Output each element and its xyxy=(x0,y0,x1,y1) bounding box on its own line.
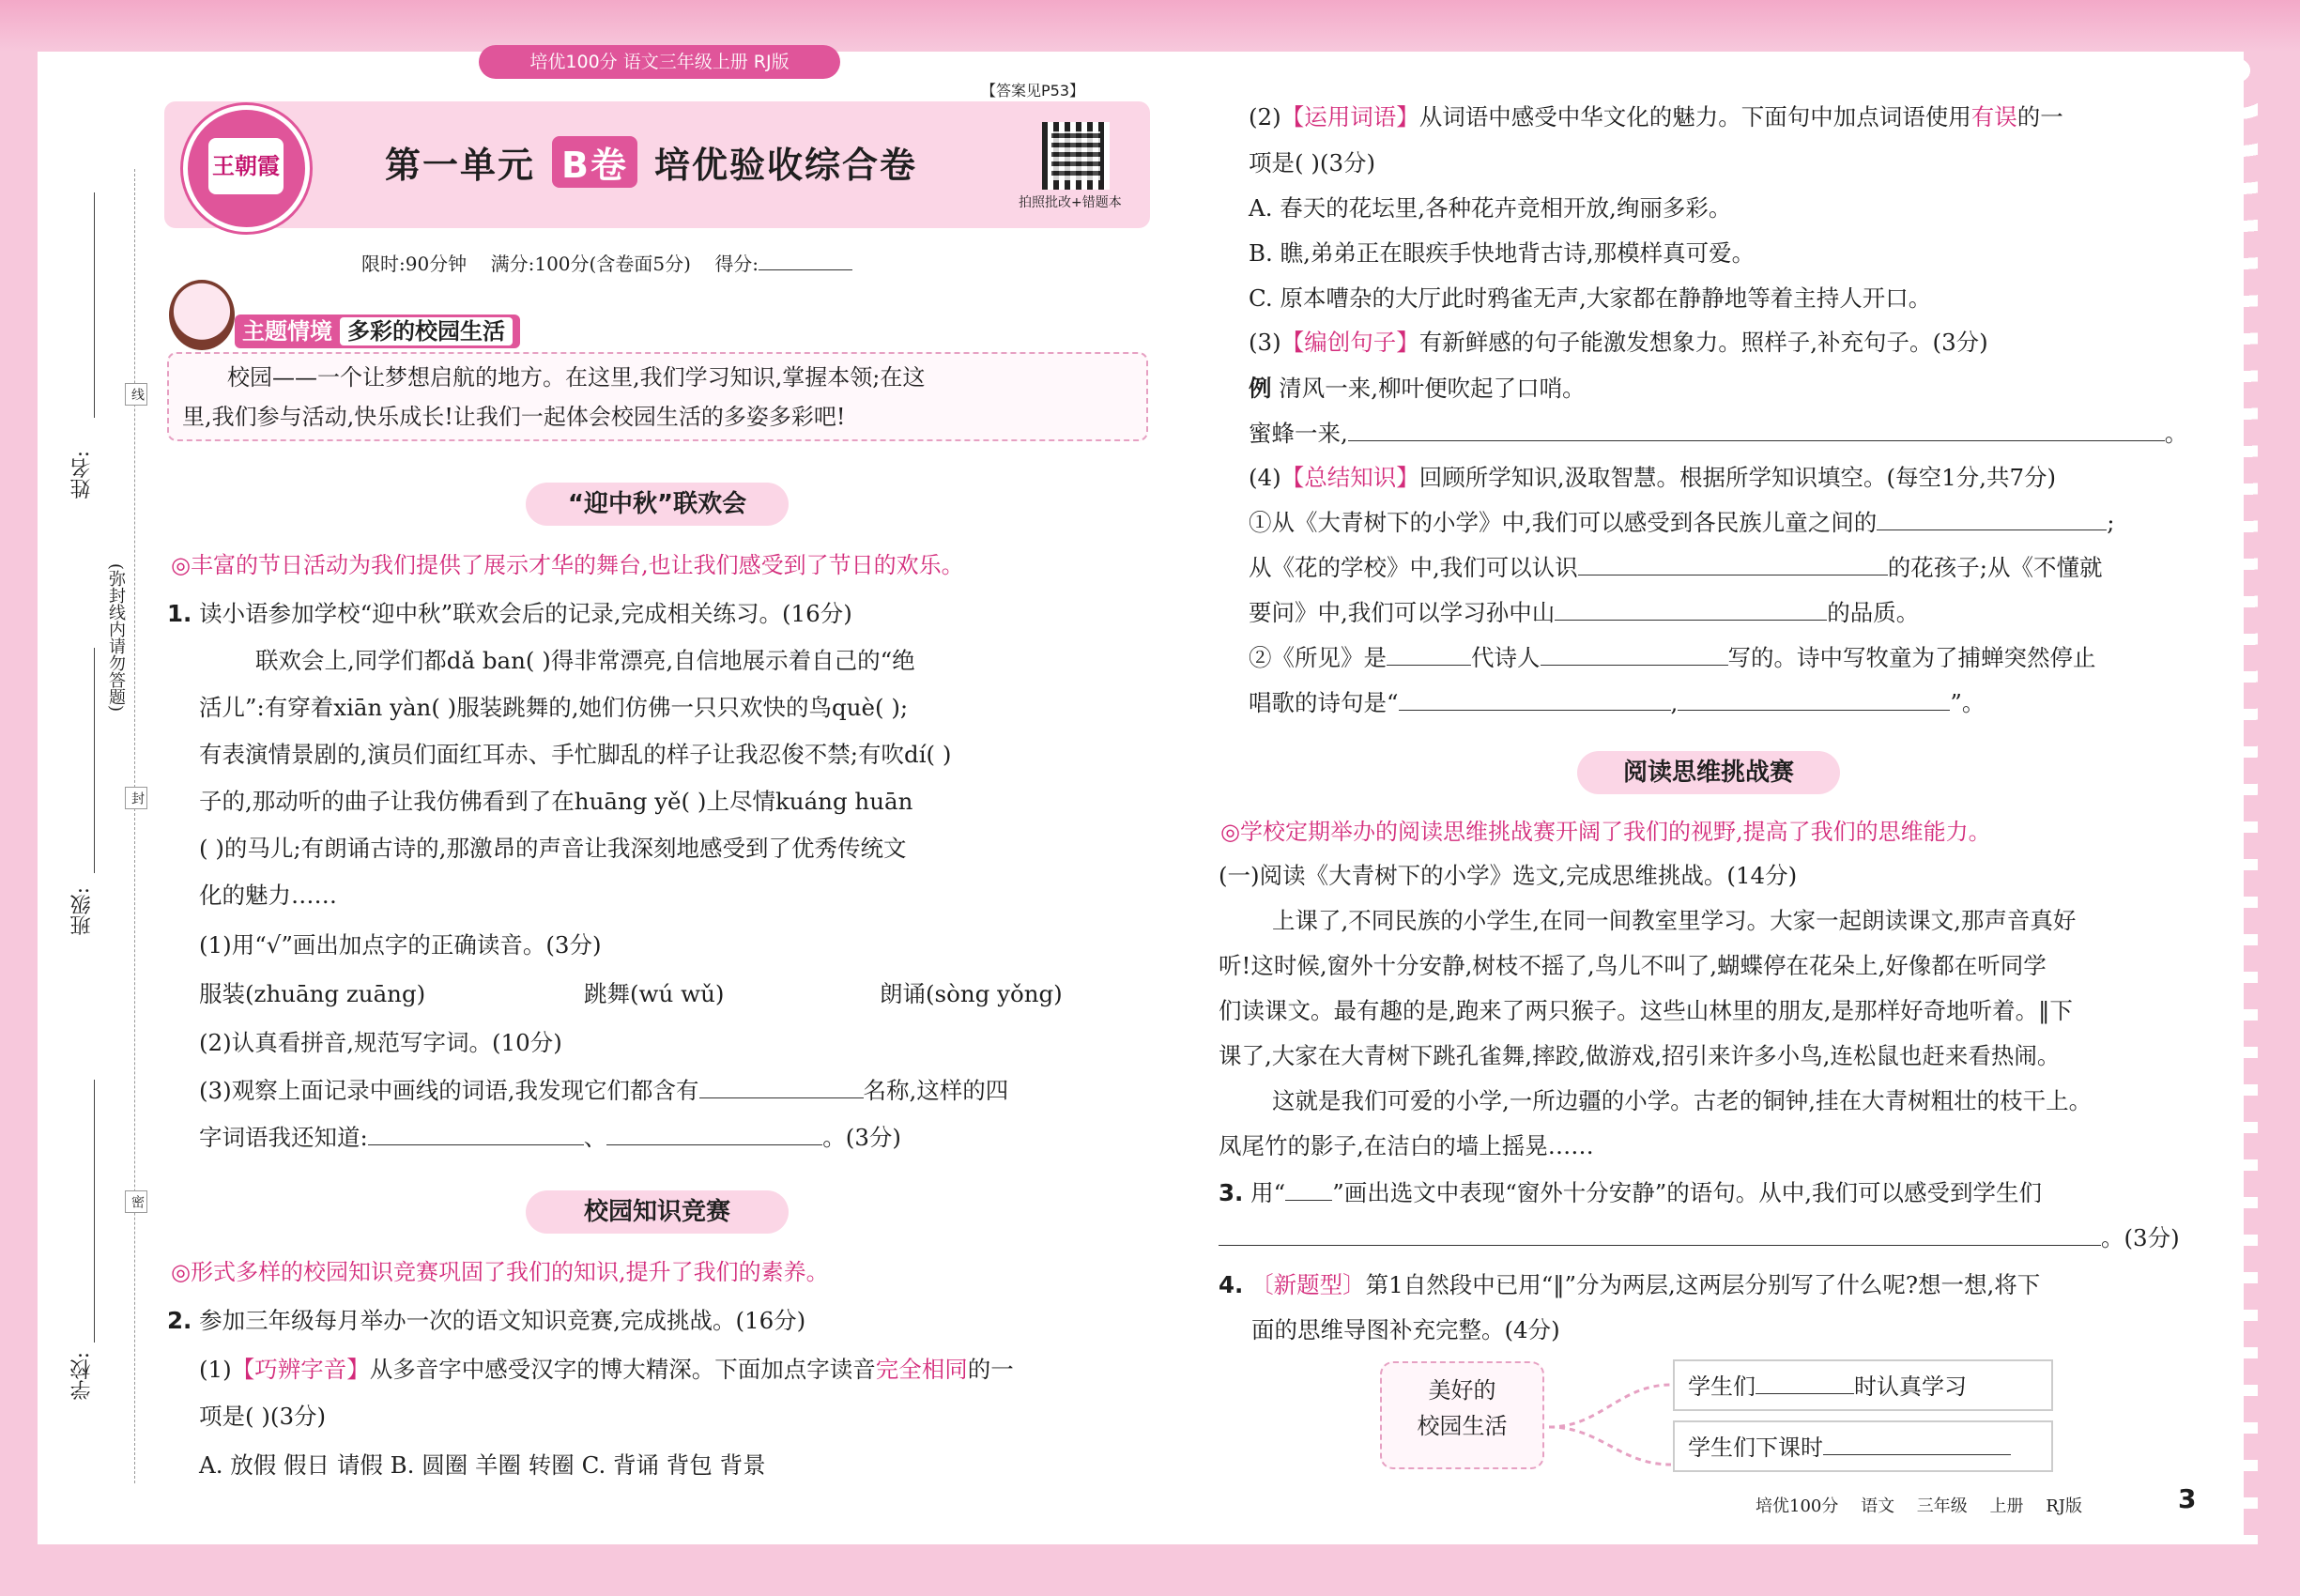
q2-sub4-l1: ①从《大青树下的小学》中,我们可以感受到各民族儿童之间的 xyxy=(1249,509,1878,536)
q2-sub4-l4a: ②《所见》是 xyxy=(1249,644,1387,671)
title-text: 培优验收综合卷 xyxy=(653,145,917,186)
q2-sub4-blank-6[interactable] xyxy=(1399,710,1671,711)
name-label: 姓名: xyxy=(70,451,94,499)
q1-para-2: 活儿”:有穿着xiān yàn( )服装跳舞的,她们仿佛一只只欢快的鸟què( ); xyxy=(199,694,909,721)
q2-sub2-pre: (2) xyxy=(1249,103,1281,130)
reading-para-4: 课了,大家在大青树下跳孔雀舞,摔跤,做游戏,招引来许多小鸟,连松鼠也赶来看热闹。 xyxy=(1219,1042,2061,1069)
example-label: 例 xyxy=(1249,375,1272,402)
exam-meta xyxy=(361,249,852,276)
intro-line-1: 校园——一个让梦想启航的地方。在这里,我们学习知识,掌握本领;在这 xyxy=(227,364,926,391)
mindmap-box-1 xyxy=(1673,1359,2053,1411)
qr-code-icon[interactable] xyxy=(1042,122,1110,190)
box1-text-b: 时认真学习 xyxy=(1854,1373,1967,1400)
q1-sub1: (1)用“√”画出加点字的正确读音。(3分) xyxy=(199,931,602,959)
q2-sub4-pre: (4) xyxy=(1249,464,1281,491)
q2-sub3-line xyxy=(1249,325,1988,358)
series-tab: 培优100分 语文三年级上册 RJ版 xyxy=(479,45,840,79)
q2-sub1-line-1 xyxy=(199,1352,1014,1385)
q1-sub1-option-c[interactable]: 朗诵(sòng yǒng) xyxy=(880,980,1063,1007)
q2-sub1-options[interactable]: A. 放假 假日 请假 B. 圆圈 羊圈 转圈 C. 背诵 背包 背景 xyxy=(199,1451,766,1479)
q1-para-5: ( )的马儿;有朗诵古诗的,那激昂的声音让我深刻地感受到了优秀传统文 xyxy=(199,835,907,862)
example-text: 清风一来,柳叶便吹起了口哨。 xyxy=(1279,375,1586,402)
q1-sub3-line-1 xyxy=(199,1073,1008,1106)
section-title-reading: 阅读思维挑战赛 xyxy=(1577,751,1840,794)
qr-caption: 拍照批改+错题本 xyxy=(1019,195,1122,210)
q2-sub3-example xyxy=(1249,371,1586,404)
q2-sub3-answer-line xyxy=(1249,416,2187,449)
time-limit: 限时:90分钟 xyxy=(361,253,468,275)
q1-sub3-line-2 xyxy=(199,1120,901,1153)
q3-line-1 xyxy=(1219,1175,2042,1208)
q2-sub4-tag: 【总结知识】 xyxy=(1280,464,1419,491)
q1-stem-text: 读小语参加学校“迎中秋”联欢会后的记录,完成相关练习。(16分) xyxy=(199,600,852,627)
q2-sub2-option-a[interactable]: A. 春天的花坛里,各种花卉竞相开放,绚丽多彩。 xyxy=(1249,194,1732,222)
q2-sub1-tag: 【巧辨字音】 xyxy=(231,1356,370,1383)
score-label: 得分: xyxy=(714,253,759,275)
q2-sub4-line-2 xyxy=(1249,550,2103,583)
q2-sub4-line-1 xyxy=(1249,505,2115,538)
school-blank[interactable] xyxy=(94,1080,104,1343)
q2-sub3-mid: 有新鲜感的句子能激发想象力。照样子,补充句子。(3分) xyxy=(1418,329,1988,356)
q1-sub1-option-a[interactable]: 服装(zhuāng zuāng) xyxy=(199,980,426,1007)
reading-para-1: 上课了,不同民族的小学生,在同一间教室里学习。大家一起朗读课文,那声音真好 xyxy=(1272,907,2077,934)
q2-sub3-end: 。 xyxy=(2164,420,2188,447)
class-label: 班级: xyxy=(70,887,94,936)
q4-text-1: 第1自然段中已用“‖”分为两层,这两层分别写了什么呢?想一想,将下 xyxy=(1365,1271,2041,1298)
theme-intro xyxy=(167,352,1148,441)
top-pink-band xyxy=(0,0,2300,52)
seal-mark-secret: 密 xyxy=(125,1190,147,1213)
q2-sub2-option-b[interactable]: B. 瞧,弟弟正在眼疾手快地背古诗,那模样真可爱。 xyxy=(1249,239,1756,267)
q2-sub1-mid: 从多音字中感受汉字的博大精深。下面加点字读音 xyxy=(369,1356,876,1383)
answer-reference: 【答案见P53】 xyxy=(981,82,1085,100)
q2-stem xyxy=(167,1303,805,1336)
q2-sub2-tag: 【运用词语】 xyxy=(1280,103,1419,130)
right-wavy-border xyxy=(2239,52,2258,1544)
q1-para-3: 有表演情景剧的,演员们面红耳赤、手忙脚乱的样子让我忍俊不禁;有吹dí( ) xyxy=(199,741,952,768)
q3-line-2 xyxy=(1219,1220,2180,1253)
q2-sub4-l4c: 写的。诗中写牧童为了捕蝉突然停止 xyxy=(1727,644,2096,671)
mindmap-center-line-1: 美好的 xyxy=(1428,1377,1496,1404)
q3-text-b: ”画出选文中表现“窗外十分安静”的语句。从中,我们可以感受到学生们 xyxy=(1332,1179,2043,1206)
q2-sub4-l2a: 从《花的学校》中,我们可以认识 xyxy=(1249,554,1578,581)
q2-sub4-l5a: 唱歌的诗句是“ xyxy=(1249,689,1399,716)
q2-sub4-line-5 xyxy=(1249,685,1985,718)
q3-end: 。(3分) xyxy=(2101,1224,2180,1251)
reading-para-5: 这就是我们可爱的小学,一所边疆的小学。古老的铜钟,挂在大青树粗壮的枝干上。 xyxy=(1272,1087,2093,1114)
mindmap-box-2 xyxy=(1673,1420,2053,1472)
section-title-contest: 校园知识竞赛 xyxy=(526,1190,789,1234)
score-blank[interactable] xyxy=(759,269,852,270)
mindmap-center-line-2: 校园生活 xyxy=(1417,1413,1508,1439)
q4-line-2: 面的思维导图补充完整。(4分) xyxy=(1251,1316,1560,1343)
section-note-festival: ◎丰富的节日活动为我们提供了展示才华的舞台,也让我们感受到了节日的欢乐。 xyxy=(171,552,964,578)
paper-title xyxy=(385,136,917,188)
mindmap-arrows xyxy=(1544,1375,1676,1479)
q2-sub3-blank[interactable] xyxy=(1348,440,2165,441)
logo-text: 王朝霞 xyxy=(208,138,284,194)
theme-name: 多彩的校园生活 xyxy=(340,317,513,345)
q2-sub4-blank-1[interactable] xyxy=(1877,529,2107,530)
q1-stem xyxy=(167,596,852,629)
q2-sub2-highlight: 有误 xyxy=(1970,103,2017,130)
publisher-logo xyxy=(183,105,310,232)
name-blank[interactable] xyxy=(94,192,104,418)
q2-sub2-mid: 从词语中感受中华文化的魅力。下面句中加点词语使用 xyxy=(1418,103,1971,130)
q3-blank[interactable] xyxy=(1219,1245,2101,1246)
q1-sub3-blank-2[interactable] xyxy=(368,1144,584,1145)
q2-sub1-pre: (1) xyxy=(199,1356,232,1383)
q1-sub3-blank-1[interactable] xyxy=(699,1097,864,1098)
q2-sub4-l4b: 代诗人 xyxy=(1471,644,1541,671)
q1-para-1: 联欢会上,同学们都dǎ ban( )得非常漂亮,自信地展示着自己的“绝 xyxy=(255,647,915,674)
q2-sub3-pre: (3) xyxy=(1249,329,1281,356)
reading-para-6: 凤尾竹的影子,在洁白的墙上摇晃…… xyxy=(1219,1132,1594,1159)
q4-tag: 〔新题型〕 xyxy=(1250,1271,1366,1298)
q2-sub4-line-4 xyxy=(1249,640,2096,673)
seal-note: (弥封线内请勿答题) xyxy=(106,563,126,713)
binding-dashed-line xyxy=(134,169,135,1483)
q2-sub4-blank-7[interactable] xyxy=(1678,710,1950,711)
q2-sub4-blank-5[interactable] xyxy=(1541,665,1728,666)
box2-blank[interactable] xyxy=(1823,1454,2011,1455)
q2-sub3-tag: 【编创句子】 xyxy=(1280,329,1419,356)
girl-avatar-icon xyxy=(169,280,235,350)
q1-sub3-text-c: 字词语我还知道: xyxy=(199,1124,368,1151)
intro-line-2: 里,我们参与活动,快乐成长!让我们一起体会校园生活的多姿多彩吧! xyxy=(182,404,846,430)
school-label: 学校: xyxy=(70,1352,94,1401)
q1-para-4: 子的,那动听的曲子让我仿佛看到了在huāng yě( )上尽情kuáng huān xyxy=(199,788,913,815)
q2-number: 2. xyxy=(167,1307,192,1334)
q2-sub4-l5b: , xyxy=(1670,689,1679,716)
q2-sub1-line-2: 项是( )(3分) xyxy=(199,1403,327,1430)
q2-sub1-end: 的一 xyxy=(967,1356,1014,1383)
q4-line-1 xyxy=(1219,1267,2040,1300)
q1-number: 1. xyxy=(167,600,192,627)
theme-label: 主题情境 xyxy=(242,318,332,345)
box1-text-a: 学生们 xyxy=(1688,1373,1756,1400)
q2-sub2-line-1 xyxy=(1249,100,2063,132)
reading-heading: (一)阅读《大青树下的小学》选文,完成思维挑战。(14分) xyxy=(1219,862,1798,889)
q2-sub4-l1-end: ; xyxy=(2107,509,2115,536)
footer-series: 培优100分 语文 三年级 上册 RJ版 xyxy=(1756,1496,2083,1516)
section-title-festival: “迎中秋”联欢会 xyxy=(526,483,789,526)
q2-sub4-mid: 回顾所学知识,汲取智慧。根据所学知识填空。(每空1分,共7分) xyxy=(1418,464,2057,491)
reading-para-2: 听!这时候,窗外十分安静,树枝不摇了,鸟儿不叫了,蝴蝶停在花朵上,好像都在听同学 xyxy=(1219,952,2047,979)
q3-text-a: 用“ xyxy=(1250,1179,1286,1206)
q1-sub3-text-b: 名称,这样的四 xyxy=(863,1077,1009,1104)
q2-sub4-line-3 xyxy=(1249,595,1919,628)
q2-sub4-l3b: 的品质。 xyxy=(1827,599,1920,626)
q2-sub4-l3a: 要问》中,我们可以学习孙中山 xyxy=(1249,599,1556,626)
q1-sub3-sep: 、 xyxy=(583,1124,607,1151)
q2-sub1-highlight: 完全相同 xyxy=(875,1356,968,1383)
q1-sub1-option-b[interactable]: 跳舞(wú wǔ) xyxy=(584,980,725,1007)
q2-sub4-blank-4[interactable] xyxy=(1387,665,1471,666)
box1-blank[interactable] xyxy=(1756,1393,1854,1394)
box2-text-a: 学生们下课时 xyxy=(1688,1435,1823,1461)
section-note-contest: ◎形式多样的校园知识竞赛巩固了我们的知识,提升了我们的素养。 xyxy=(171,1259,829,1285)
page-number: 3 xyxy=(2178,1483,2197,1514)
q1-sub3-blank-3[interactable] xyxy=(606,1144,822,1145)
q1-para-6: 化的魅力…… xyxy=(199,882,337,909)
q3-underline-sample xyxy=(1285,1200,1332,1201)
q2-sub4-l2b: 的花孩子;从《不懂就 xyxy=(1887,554,2103,581)
seal-mark-line: 线 xyxy=(125,383,147,406)
volume-badge: B卷 xyxy=(552,136,637,188)
q2-sub4-line xyxy=(1249,460,2056,493)
q1-sub3-end: 。(3分) xyxy=(822,1124,901,1151)
q1-sub3-text-a: (3)观察上面记录中画线的词语,我发现它们都含有 xyxy=(199,1077,699,1104)
q1-sub2: (2)认真看拼音,规范写字词。(10分) xyxy=(199,1029,562,1056)
q2-sub4-l5c: ”。 xyxy=(1950,689,1986,716)
q2-sub2-line-2: 项是( )(3分) xyxy=(1249,149,1376,176)
q2-sub4-blank-3[interactable] xyxy=(1555,620,1827,621)
q2-sub2-option-c[interactable]: C. 原本嘈杂的大厅此时鸦雀无声,大家都在静静地等着主持人开口。 xyxy=(1249,284,1932,312)
reading-para-3: 们读课文。最有趣的是,跑来了两只猴子。这些山林里的朋友,是那样好奇地听着。‖下 xyxy=(1219,997,2073,1024)
theme-tag xyxy=(235,315,520,348)
q2-sub2-end: 的一 xyxy=(2016,103,2063,130)
section-note-reading: ◎学校定期举办的阅读思维挑战赛开阔了我们的视野,提高了我们的思维能力。 xyxy=(1220,819,1991,845)
q2-stem-text: 参加三年级每月举办一次的语文知识竞赛,完成挑战。(16分) xyxy=(199,1307,806,1334)
unit-label: 第一单元 xyxy=(385,145,536,186)
bee-prompt: 蜜蜂一来, xyxy=(1249,420,1348,447)
q3-number: 3. xyxy=(1219,1179,1244,1206)
seal-mark-seal: 封 xyxy=(125,787,147,809)
full-score: 满分:100分(含卷面5分) xyxy=(490,253,691,275)
q4-number: 4. xyxy=(1219,1271,1244,1298)
mindmap-center xyxy=(1380,1361,1544,1469)
